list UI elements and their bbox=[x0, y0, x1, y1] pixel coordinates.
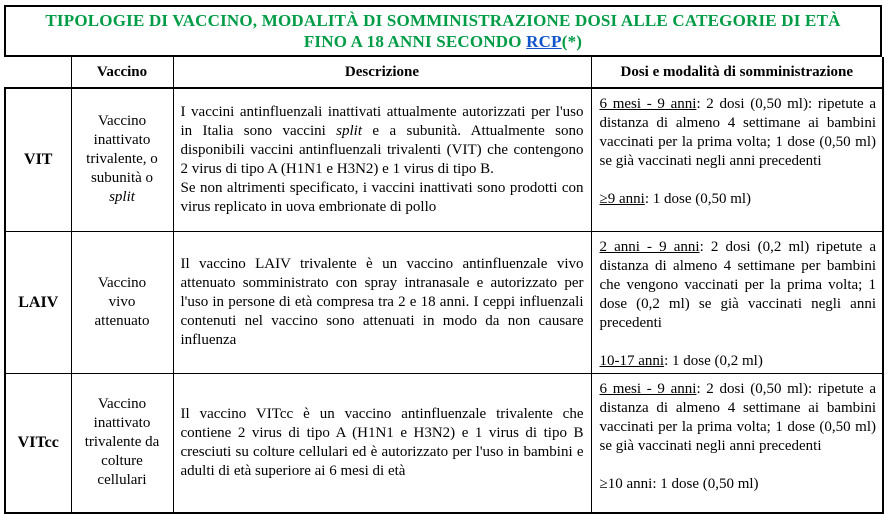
dose-age-range: 6 mesi - 9 anni bbox=[599, 380, 697, 397]
vaccine-type-text: Vaccino vivo attenuato bbox=[94, 274, 150, 329]
header-row bbox=[5, 57, 883, 88]
cell-dose-vitcc bbox=[591, 373, 883, 513]
dose-age-range: 2 anni - 9 anni bbox=[599, 238, 700, 255]
cell-vaccine-type-vitcc bbox=[71, 373, 173, 513]
description-paragraph: Il vaccino LAIV trivalente è un vaccino antinfluenzale vivo attenuato somministrato con spray intranasale e autorizzato per l'uso in persone di età compresa tra 2 e 18 anni. I ceppi influenzali contenuti nel vaccino sono attenuati in modo da non causare influenza bbox=[180, 255, 584, 348]
title-line1: TIPOLOGIE DI VACCINO, MODALITÀ DI SOMMINISTRAZIONE DOSI ALLE CATEGORIE DI ETÀ bbox=[45, 11, 841, 30]
content-wrap bbox=[4, 5, 882, 514]
cell-description-vit bbox=[173, 88, 591, 231]
header-empty-corner bbox=[5, 57, 71, 88]
dose-paragraph: 6 mesi - 9 anni: 2 dosi (0,50 ml): ripetute a distanza di almeno 4 settimane ai bambini vaccinati per la prima volta; 1 dose (0,50 ml) se già vaccinati negli anni precedenti bbox=[599, 380, 876, 454]
dose-paragraph: ≥9 anni: 1 dose (0,50 ml) bbox=[599, 191, 752, 207]
dose-age-range: ≥9 anni bbox=[599, 191, 645, 207]
cell-dose-laiv bbox=[591, 231, 883, 373]
header-vaccino: Vaccino bbox=[71, 57, 173, 88]
cell-dose-vit bbox=[591, 88, 883, 231]
cell-vaccine-type-laiv bbox=[71, 231, 173, 373]
vaccine-table bbox=[4, 57, 884, 514]
description-paragraph: Il vaccino VITcc è un vaccino antinfluenzale trivalente che contiene 2 virus di tipo A (H1N1 e H3N2) e 1 virus di tipo B cresciuti su colture cellulari ed è autorizzato per l'uso in bambini e adulti di età superiore ai 6 mesi di età bbox=[180, 405, 584, 479]
dose-paragraph: ≥10 anni: 1 dose (0,50 ml) bbox=[599, 475, 759, 492]
cell-vaccine-code-laiv: LAIV bbox=[5, 231, 71, 373]
cell-vaccine-type-vit bbox=[71, 88, 173, 231]
dose-age-range: ≥10 anni bbox=[599, 475, 653, 492]
table-row-vitcc bbox=[5, 373, 883, 513]
title-suffix: (*) bbox=[561, 32, 583, 51]
header-dosi: Dosi e modalità di somministrazione bbox=[591, 57, 883, 88]
description-paragraph: I vaccini antinfluenzali inattivati attualmente autorizzati per l'uso in Italia sono vaccini split e a subunità. Attualmente sono disponibili vaccini antinfluenzali trivalenti (VIT) che contengono 2 virus di tipo A (H1N1 e H3N2) e 1 virus di tipo B. bbox=[180, 103, 584, 177]
title-line2: FINO A 18 ANNI SECONDO bbox=[303, 32, 527, 51]
table-title bbox=[4, 5, 882, 57]
dose-age-range: 6 mesi - 9 anni bbox=[599, 96, 697, 112]
dose-paragraph: 6 mesi - 9 anni: 2 dosi (0,50 ml): ripetute a distanza di almeno 4 settimane ai bambini vaccinati per la prima volta; 1 dose (0,50 ml) se già vaccinati negli anni precedenti bbox=[599, 96, 876, 169]
header-descrizione: Descrizione bbox=[173, 57, 591, 88]
vaccine-type-text: Vaccino inattivato trivalente, o subunità o bbox=[86, 113, 158, 187]
vaccine-type-italic: split bbox=[109, 189, 135, 206]
table-row-laiv bbox=[5, 231, 883, 373]
dose-paragraph: 10-17 anni: 1 dose (0,2 ml) bbox=[599, 352, 763, 369]
cell-vaccine-code-vitcc: VITcc bbox=[5, 373, 71, 513]
table-row-vit bbox=[5, 88, 883, 231]
cell-description-laiv bbox=[173, 231, 591, 373]
dose-age-range: 10-17 anni bbox=[599, 352, 665, 369]
dose-paragraph: 2 anni - 9 anni: 2 dosi (0,2 ml) ripetute a distanza di almeno 4 settimane per bambini che vengono vaccinati per la prima volta; 1 dose (0,2 ml) se già vaccinati negli anni precedenti bbox=[599, 238, 877, 331]
cell-vaccine-code-vit: VIT bbox=[5, 88, 71, 231]
rcp-link[interactable]: RCP bbox=[526, 32, 562, 51]
cell-description-vitcc bbox=[173, 373, 591, 513]
description-paragraph: Se non altrimenti specificato, i vaccini inattivati sono prodotti con virus replicato in uova embrionate di pollo bbox=[180, 179, 584, 215]
vaccine-type-text: Vaccino inattivato trivalente da colture cellulari bbox=[84, 396, 160, 489]
